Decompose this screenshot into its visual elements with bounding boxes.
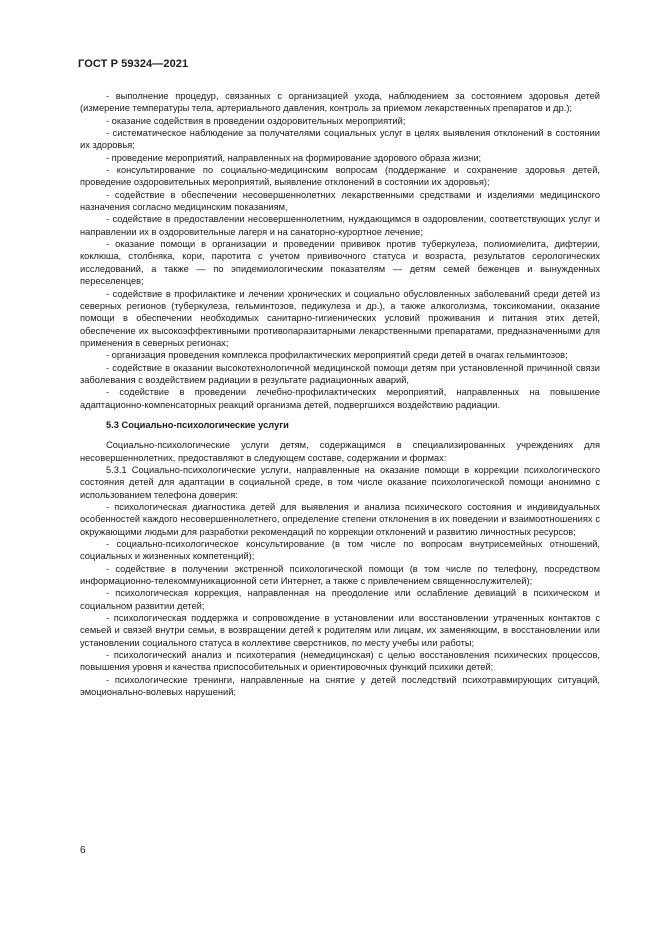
list-item: - психологическая поддержка и сопровождение в установлении или восстановлении утраченных контактов с семьей и связей внутри семьи, в возвращении детей к родителям или лицам, их заменяющим, в восстановлении или установлении социального статуса в коллективе сверстников, по месту учебы или работы; [80,613,600,648]
document-body [80,90,600,699]
list-item: - оказание содействия в проведении оздоровительных мероприятий; [106,115,406,126]
list-item: - содействие в обеспечении несовершеннолетних лекарственными средствами и изделиями медицинского назначения согласно медицинским показаниям, [80,189,600,213]
list-item: - психологическая коррекция, направленная на преодоление или ослабление девиаций в психическом и социальном развитии детей; [80,588,600,611]
list-item: - организация проведения комплекса профилактических мероприятий среди детей в очагах гельминтозов; [106,350,568,361]
page-number: 6 [80,845,86,856]
list-item: - оказание помощи в организации и проведении прививок против туберкулеза, полиомиелита, дифтерии, коклюша, столбняка, кори, паротита с учетом прививочного статуса и возраста, результатов серологических исследований, а также — по эпидемиологическим показателям — детям семей беженцев и вынужденных переселенцев; [80,239,600,287]
list-item: - консультирование по социально-медицинским вопросам (поддержание и сохранение здоровья детей, проведение оздоровительных мероприятий, выявление отклонений в состоянии их здоровья); [80,165,600,188]
section-title: 5.3 Социально-психологические услуги [106,419,289,430]
list-item: - социально-психологическое консультирование (в том числе по вопросам внутрисемейных отношений, социальных и жизненных компетенций); [80,539,600,562]
medical-services-list [80,90,600,411]
document-header: ГОСТ Р 59324—2021 [78,58,189,70]
list-item: - психологическая диагностика детей для выявления и анализа психического состояния и индивидуальных особенностей каждого несовершеннолетнего, определение степени отклонения в их поведении и взаимоотношениях с окружающими людьми для разработки рекомендаций по коррекции отклонений и развитию личностных ресурсов; [80,502,600,537]
list-item: - психологический анализ и психотерапия (немедицинская) с целью восстановления психических процессов, повышения уровня и качества приспособительных и ориентировочных функций психики детей; [80,650,600,673]
section-intro: Социально-психологические услуги детям, содержащимся в специализированных учреждениях для несовершеннолетних, предоставляют в следующем составе, содержании и формах: [80,440,600,463]
subsection-paragraph: 5.3.1 Социально-психологические услуги, направленные на оказание помощи в коррекции психологического состояния детей для адаптации в социальной среде, в том числе оказание психологической помощи анонимно с использованием телефона доверия: [80,464,600,500]
list-item: - систематическое наблюдение за получателями социальных услуг в целях выявления отклонений в состоянии их здоровья; [80,128,600,151]
list-item: - содействие в профилактике и лечении хронических и социально обусловленных заболеваний среди детей из северных регионов (туберкулеза, гельминтозов, педикулеза и др.), а также алкоголизма, токсикомании, оказание помощи в обеспечении необходимых санитарно-гигиенических условий проживания и питания этих детей, обеспечение их высокоэффективными противопаразитарными лекарственными препаратами, предназначенными для применения в северных регионах; [80,288,600,348]
list-item: - содействие в предоставлении несовершеннолетним, нуждающимся в оздоровлении, соответствующих услуг и направлении их в оздоровительные лагеря и на санаторно-курортное лечение; [80,214,600,237]
list-item: - психологические тренинги, направленные на снятие у детей последствий психотравмирующих ситуаций, эмоционально-волевых нарушений; [80,674,600,698]
psychological-services-list [80,501,600,699]
list-item: - выполнение процедур, связанных с организацией ухода, наблюдением за состоянием здоровья детей (измерение температуры тела, артериального давления, контроль за приемом лекарственных препаратов и др.); [80,91,600,114]
list-item: - содействие в получении экстренной психологической помощи (в том числе по телефону, посредством информационно-телекоммуникационной сети Интернет, а также с привлечением священнослужителей); [80,563,600,587]
list-item: - содействие в проведении лечебно-профилактических мероприятий, направленных на повышение адаптационно-компенсаторных реакций организма детей, подвергшихся воздействию радиации. [80,387,600,410]
list-item: - содействие в оказании высокотехнологичной медицинской помощи детям при установленной причинной связи заболевания с воздействием радиации в результате радиационных аварий, [80,362,600,385]
list-item: - проведение мероприятий, направленных на формирование здорового образа жизни; [106,152,482,163]
